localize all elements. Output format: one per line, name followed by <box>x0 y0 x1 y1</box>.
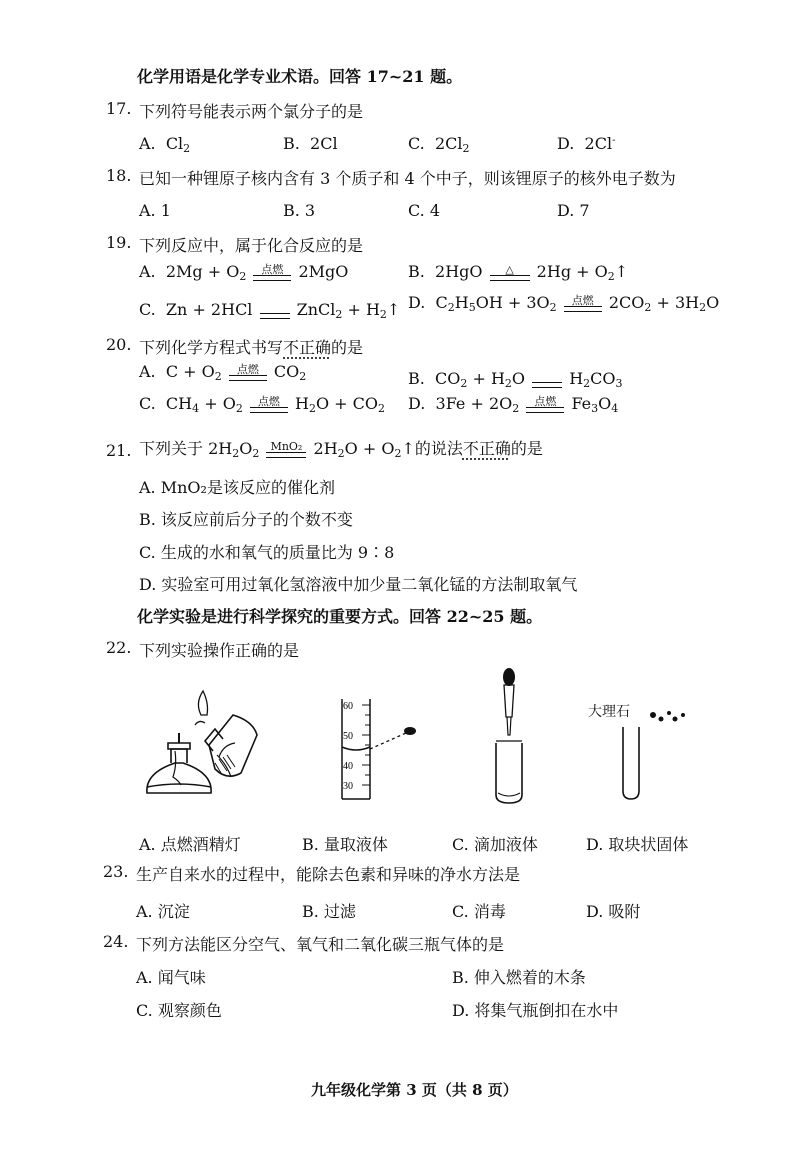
q20-emphasis: 不正确 <box>283 338 332 357</box>
eye-icon <box>404 727 416 735</box>
marble-label: 大理石 <box>588 704 630 720</box>
q22-stem: 下列实验操作正确的是 <box>139 641 300 660</box>
q21-option-c: C. 生成的水和氧气的质量比为 9∶8 <box>139 543 395 562</box>
q21-stem: 下列关于 $2H_2O_2$ MnO₂ $2H_2O$ + $O_2↑$的说法不正确的是 <box>139 439 543 460</box>
q24-stem: 下列方法能区分空气、氧气和二氧化碳三瓶气体的是 <box>136 935 505 954</box>
q22-option-b: B. 量取液体 <box>302 835 388 854</box>
q18-option-a: A. 1 <box>139 201 171 220</box>
cylinder-tick-40: 40 <box>343 761 353 772</box>
q19-option-b: B. 2HgO △ $2Hg + O_2↑$ <box>408 262 629 283</box>
q23-option-a: A. 沉淀 <box>136 902 190 921</box>
q19-number: 19. <box>106 233 132 252</box>
q23-option-d: D. 吸附 <box>586 902 641 921</box>
q24-option-d: D. 将集气瓶倒扣在水中 <box>452 1001 619 1020</box>
marble-test-tube-illustration <box>615 705 695 805</box>
q19-option-a: A. $2Mg + O_2$ 点燃 2MgO <box>139 262 349 283</box>
q17-stem: 下列符号能表示两个氯分子的是 <box>139 102 364 121</box>
q23-option-c: C. 消毒 <box>452 902 506 921</box>
q20-stem: 下列化学方程式书写不正确的是 <box>139 338 364 357</box>
q19-option-d: D. $C_2H_5OH + 3O_2$ 点燃 $2CO_2 + 3H_2O$ <box>408 293 720 314</box>
q17-option-a: A. $Cl_2$ <box>139 134 191 155</box>
alcohol-lamp-illustration <box>135 685 265 815</box>
cylinder-tick-60: 60 <box>343 701 353 712</box>
q20-option-d: D. $3Fe + 2O_2$ 点燃 $Fe_3O_4$ <box>408 394 619 415</box>
q20-option-c: C. $CH_4 + O_2$ 点燃 $H_2O + CO_2$ <box>139 394 386 415</box>
q24-number: 24. <box>103 932 129 951</box>
q17-option-c: C. $2Cl_2$ <box>408 134 470 155</box>
q24-option-b: B. 伸入燃着的木条 <box>452 968 586 987</box>
q23-stem: 生产自来水的过程中，能除去色素和异味的净水方法是 <box>136 865 521 884</box>
q18-number: 18. <box>106 166 132 185</box>
q17-number: 17. <box>106 99 132 118</box>
q24-option-a: A. 闻气味 <box>136 968 206 987</box>
q20-option-a: A. $C + O_2$ 点燃 $CO_2$ <box>139 362 307 383</box>
graduated-cylinder-illustration <box>330 695 430 805</box>
dropper-test-tube-illustration <box>490 665 540 810</box>
page-footer: 九年级化学第 3 页（共 8 页） <box>311 1081 518 1099</box>
q17-option-b: B. 2Cl <box>283 134 338 153</box>
q22-option-d: D. 取块状固体 <box>586 835 689 854</box>
q21-option-b: B. 该反应前后分子的个数不变 <box>139 510 353 529</box>
section-intro-2: 化学实验是进行科学探究的重要方式。回答 22~25 题。 <box>137 607 543 626</box>
q21-option-d: D. 实验室可用过氧化氢溶液中加少量二氧化锰的方法制取氧气 <box>139 575 578 594</box>
q22-option-c: C. 滴加液体 <box>452 835 538 854</box>
q22-number: 22. <box>106 638 132 657</box>
cylinder-tick-50: 50 <box>343 731 353 742</box>
q18-option-c: C. 4 <box>408 201 441 220</box>
q20-number: 20. <box>106 335 132 354</box>
cylinder-tick-30: 30 <box>343 781 353 792</box>
q22-option-a: A. 点燃酒精灯 <box>139 835 241 854</box>
q21-emphasis: 不正确 <box>462 439 511 458</box>
q17-option-d: D. 2Cl- <box>557 134 616 153</box>
q24-option-c: C. 观察颜色 <box>136 1001 222 1020</box>
q21-option-a: A. MnO₂是该反应的催化剂 <box>139 478 335 497</box>
section-intro-1: 化学用语是化学专业术语。回答 17~21 题。 <box>137 67 463 86</box>
q23-number: 23. <box>103 862 129 881</box>
q19-option-c: C. Zn + 2HCl ZnCl$_2$ + $H_2↑$ <box>139 300 401 321</box>
q18-stem: 已知一种锂原子核内含有 3 个质子和 4 个中子，则该锂原子的核外电子数为 <box>139 169 676 188</box>
q19-stem: 下列反应中，属于化合反应的是 <box>139 236 364 255</box>
q23-option-b: B. 过滤 <box>302 902 356 921</box>
q18-option-d: D. 7 <box>557 201 590 220</box>
q20-option-b: B. $CO_2 + H_2O$ $H_2CO_3$ <box>408 369 623 390</box>
q18-option-b: B. 3 <box>283 201 316 220</box>
q21-number: 21. <box>106 441 132 460</box>
